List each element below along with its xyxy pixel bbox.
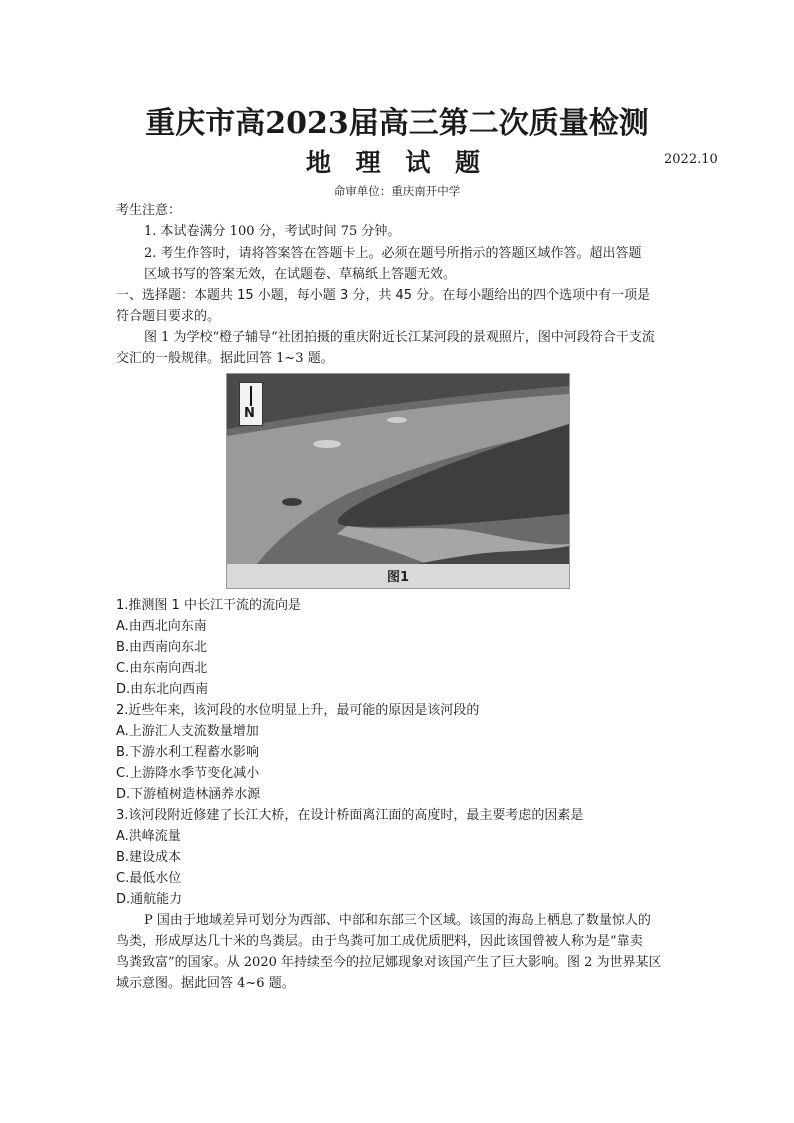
section-heading-cont: 符合题目要求的。: [116, 309, 221, 324]
question-2-stem: 2.近些年来，该河段的水位明显上升，最可能的原因是该河段的: [116, 703, 480, 718]
figure-1-photo: [226, 373, 570, 589]
notice-item-2: 2. 考生作答时，请将答案答在答题卡上。必须在题号所指示的答题区域作答。超出答题: [144, 246, 642, 261]
question-2-option-b: B.下游水利工程蓄水影响: [116, 745, 260, 760]
question-1-option-a: A.由西北向东南: [116, 619, 207, 634]
river-landscape-image: [227, 374, 569, 588]
question-1-option-d: D.由东北向西南: [116, 682, 209, 697]
question-2-option-c: C.上游降水季节变化减小: [116, 766, 260, 781]
question-3-option-b: B.建设成本: [116, 850, 182, 865]
figure-1-caption: 图1: [386, 570, 410, 585]
question-1-option-c: C.由东南向西北: [116, 661, 208, 676]
north-label: N: [244, 406, 255, 421]
notice-item-1: 1. 本试卷满分 100 分，考试时间 75 分钟。: [144, 224, 401, 239]
question-1-stem: 1.推测图 1 中长江干流的流向是: [116, 598, 301, 613]
intro-2-line-2: 鸟类，形成厚达几十米的鸟粪层。由于鸟粪可加工成优质肥料，因此该国曾被人称为是“靠卖: [116, 934, 643, 949]
question-3-option-a: A.洪峰流量: [116, 829, 181, 844]
question-3-option-d: D.通航能力: [116, 892, 183, 907]
exam-title: 重庆市高2023届高三第二次质量检测: [145, 106, 649, 141]
question-3-option-c: C.最低水位: [116, 871, 182, 886]
notice-heading: 考生注意：: [116, 203, 182, 218]
intro-1-line-2: 交汇的一般规律。据此回答 1~3 题。: [116, 351, 334, 366]
question-1-option-b: B.由西南向东北: [116, 640, 208, 655]
notice-item-2-cont: 区域书写的答案无效，在试题卷、草稿纸上答题无效。: [144, 267, 457, 282]
intro-2-line-1: P 国由于地域差异可划分为西部、中部和东部三个区域。该国的海岛上栖息了数量惊人的: [144, 913, 651, 928]
north-arrow-icon: [239, 382, 263, 426]
intro-2-line-4: 域示意图。据此回答 4~6 题。: [116, 976, 295, 991]
intro-2-line-3: 鸟粪致富”的国家。从 2020 年持续至今的拉尼娜现象对该国产生了巨大影响。图 2 为世界某区: [116, 955, 662, 970]
setting-unit: 命审单位：重庆南开中学: [333, 184, 461, 198]
subject-title: 地 理 试 题: [305, 148, 489, 177]
exam-date: 2022.10: [664, 152, 718, 167]
intro-1-line-1: 图 1 为学校“橙子辅导”社团拍摄的重庆附近长江某河段的景观照片，图中河段符合干支流: [144, 330, 655, 345]
section-heading: 一、选择题：本题共 15 小题，每小题 3 分，共 45 分。在每小题给出的四个选项中有一项是: [116, 288, 651, 303]
question-3-stem: 3.该河段附近修建了长江大桥，在设计桥面离江面的高度时，最主要考虑的因素是: [116, 808, 584, 823]
question-2-option-d: D.下游植树造林涵养水源: [116, 787, 261, 802]
question-2-option-a: A.上游汇人支流数量增加: [116, 724, 259, 739]
